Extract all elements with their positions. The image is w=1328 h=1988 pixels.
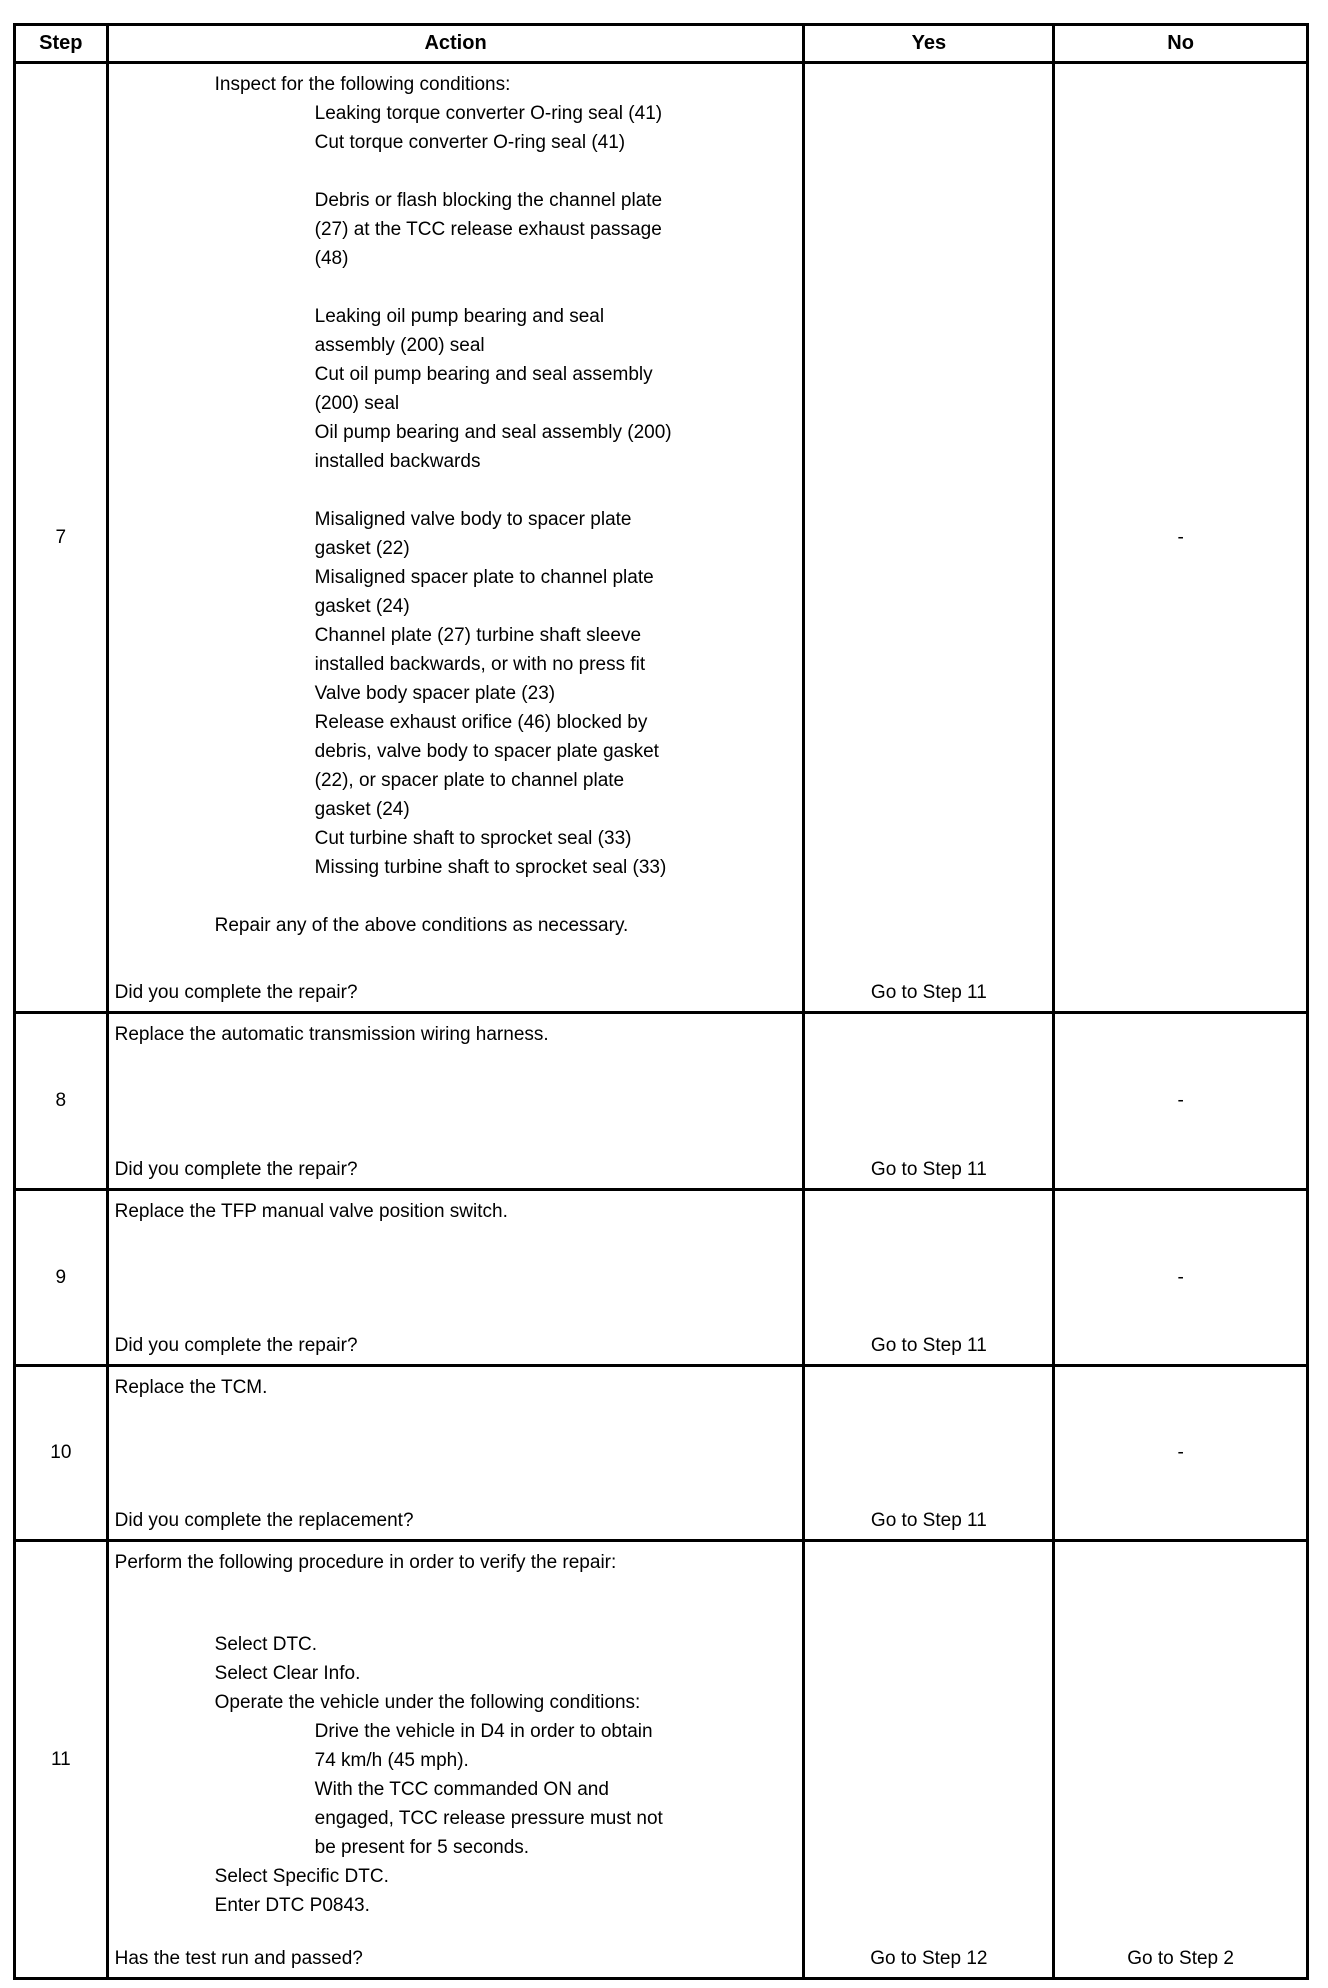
yes-cell	[804, 1013, 1054, 1190]
step-number: 10	[15, 1366, 108, 1541]
step-number: 8	[15, 1013, 108, 1190]
action-line: gasket (24)	[314, 799, 410, 820]
step-number: 11	[15, 1541, 108, 1979]
action-line: (200) seal	[314, 393, 400, 414]
action-line: installed backwards	[314, 451, 481, 472]
action-line: Inspect for the following conditions:	[214, 74, 511, 95]
yes-result: Go to Step 11	[870, 982, 987, 1003]
action-line: assembly (200) seal	[314, 335, 485, 356]
action-line: 74 km/h (45 mph).	[314, 1750, 469, 1771]
action-line: Valve body spacer plate (23)	[314, 683, 556, 704]
action-cell	[107, 1541, 804, 1979]
no-result: Go to Step 2	[1127, 1948, 1234, 1969]
action-line: Cut torque converter O-ring seal (41)	[314, 132, 626, 153]
action-line: Release exhaust orifice (46) blocked by	[314, 712, 648, 733]
action-line: Replace the TFP manual valve position switch.	[114, 1201, 508, 1222]
header-yes: Yes	[804, 25, 1054, 63]
yes-cell	[804, 1190, 1054, 1366]
question-text: Did you complete the repair?	[114, 1159, 358, 1180]
action-line: (48)	[314, 248, 349, 269]
no-result: -	[1054, 63, 1308, 1013]
action-line: Select Specific DTC.	[214, 1866, 389, 1887]
table-row	[15, 1190, 1308, 1366]
action-line: Select Clear Info.	[214, 1663, 361, 1684]
action-line: Channel plate (27) turbine shaft sleeve	[314, 625, 642, 646]
action-line: Misaligned valve body to spacer plate	[314, 509, 632, 530]
action-line: Cut turbine shaft to sprocket seal (33)	[314, 828, 632, 849]
action-cell	[107, 63, 804, 1013]
spacer	[115, 273, 803, 302]
action-cell	[107, 1013, 804, 1190]
action-line: Replace the automatic transmission wiring harness.	[114, 1024, 549, 1045]
step-number: 9	[15, 1190, 108, 1366]
action-line: Select DTC.	[214, 1634, 318, 1655]
yes-cell	[804, 1541, 1054, 1979]
action-line: Leaking oil pump bearing and seal	[314, 306, 605, 327]
table-row	[15, 1366, 1308, 1541]
action-line: gasket (24)	[314, 596, 410, 617]
action-line: Debris or flash blocking the channel plate	[314, 190, 663, 211]
action-line: Perform the following procedure in order to verify the repair:	[114, 1552, 617, 1573]
no-result: -	[1054, 1366, 1308, 1541]
action-line: Missing turbine shaft to sprocket seal (33)	[314, 857, 667, 878]
question-text: Has the test run and passed?	[114, 1948, 363, 1969]
diagnostic-table	[13, 23, 1309, 1980]
yes-result: Go to Step 11	[870, 1510, 987, 1531]
action-cell	[107, 1190, 804, 1366]
yes-cell	[804, 1366, 1054, 1541]
action-line: Cut oil pump bearing and seal assembly	[314, 364, 653, 385]
action-cell	[107, 1366, 804, 1541]
action-line: debris, valve body to spacer plate gasket	[314, 741, 659, 762]
table-row	[15, 1013, 1308, 1190]
no-cell	[1054, 1541, 1308, 1979]
action-line: installed backwards, or with no press fit	[314, 654, 646, 675]
action-line: Operate the vehicle under the following conditions:	[214, 1692, 641, 1713]
spacer	[115, 157, 803, 186]
yes-result: Go to Step 11	[870, 1159, 987, 1180]
action-line: Drive the vehicle in D4 in order to obtain	[314, 1721, 653, 1742]
no-result: -	[1054, 1190, 1308, 1366]
action-line: gasket (22)	[314, 538, 410, 559]
yes-cell	[804, 63, 1054, 1013]
action-line: Misaligned spacer plate to channel plate	[314, 567, 654, 588]
spacer	[115, 882, 803, 911]
action-line: (27) at the TCC release exhaust passage	[314, 219, 662, 240]
action-line: be present for 5 seconds.	[314, 1837, 530, 1858]
spacer	[115, 1577, 803, 1606]
action-line: (22), or spacer plate to channel plate	[314, 770, 625, 791]
action-line: Leaking torque converter O-ring seal (41)	[314, 103, 663, 124]
action-line: Replace the TCM.	[114, 1377, 268, 1398]
yes-result: Go to Step 11	[870, 1335, 987, 1356]
action-line: Repair any of the above conditions as necessary.	[214, 915, 629, 936]
table-row	[15, 63, 1308, 1013]
question-text: Did you complete the replacement?	[114, 1510, 414, 1531]
table-row	[15, 1541, 1308, 1979]
action-line: Enter DTC P0843.	[214, 1895, 370, 1916]
action-line: Oil pump bearing and seal assembly (200)	[314, 422, 672, 443]
action-line: engaged, TCC release pressure must not	[314, 1808, 663, 1829]
yes-result: Go to Step 12	[870, 1948, 988, 1969]
question-text: Did you complete the repair?	[114, 982, 358, 1003]
no-result: -	[1054, 1013, 1308, 1190]
header-step: Step	[15, 25, 108, 63]
spacer	[115, 476, 803, 505]
action-line: With the TCC commanded ON and	[314, 1779, 609, 1800]
header-row	[15, 25, 1308, 63]
header-no: No	[1054, 25, 1308, 63]
question-text: Did you complete the repair?	[114, 1335, 358, 1356]
step-number: 7	[15, 63, 108, 1013]
header-action: Action	[107, 25, 804, 63]
